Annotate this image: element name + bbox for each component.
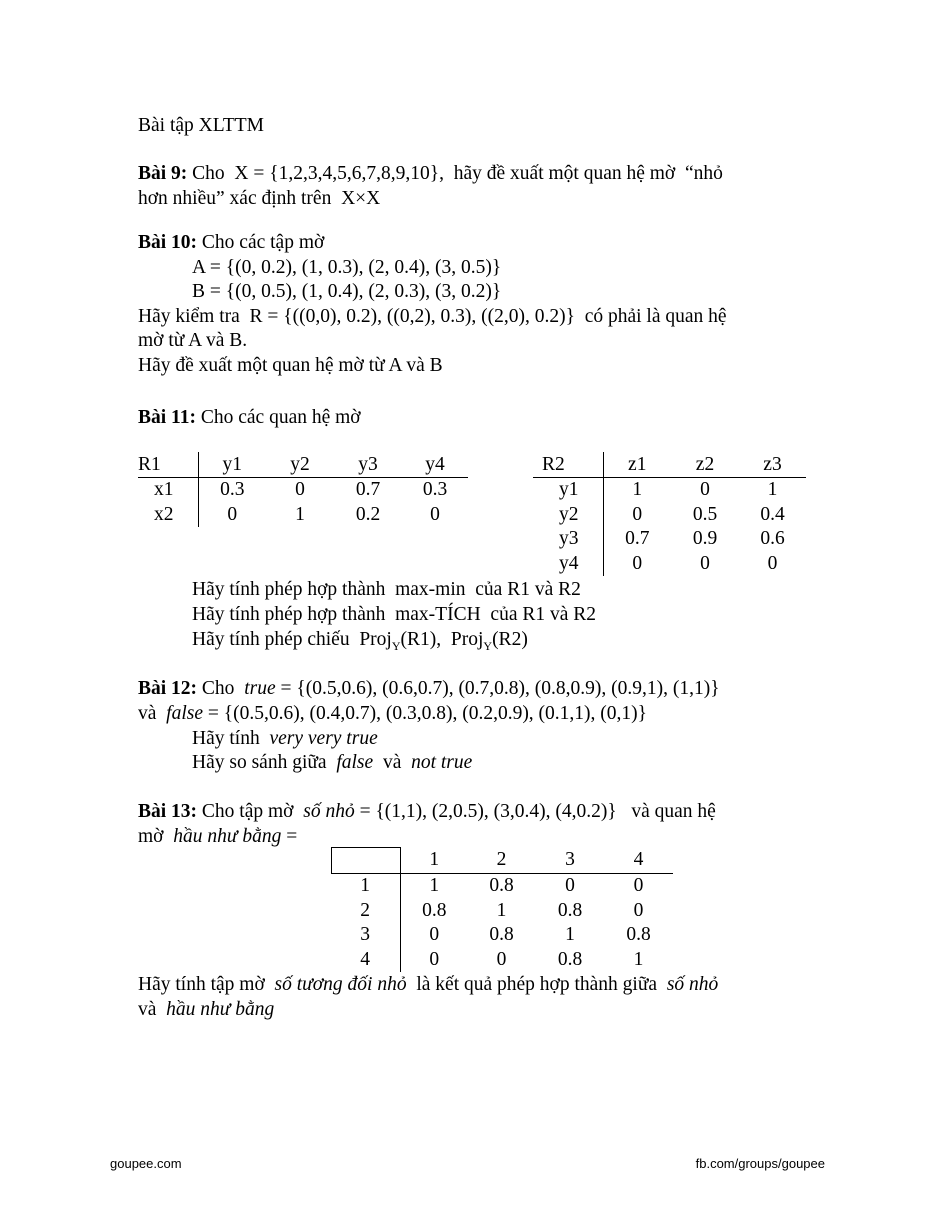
r2-cell: 0.9 xyxy=(692,528,718,549)
r1-col-header: y2 xyxy=(266,452,334,477)
task-2-term-1: false xyxy=(336,752,374,773)
exercise-12-line-1 xyxy=(138,679,720,699)
false-term: false xyxy=(166,703,203,724)
table-row xyxy=(533,502,806,527)
matrix-cell: 0.8 xyxy=(626,924,651,945)
r1-cell: 0 xyxy=(430,503,440,525)
exercise-13-line-1 xyxy=(138,802,716,822)
table-row xyxy=(332,873,673,898)
exercise-13-result xyxy=(138,975,718,995)
exercise-13-label: Bài 13: xyxy=(138,801,198,822)
task-1-term: very very true xyxy=(269,728,378,749)
result-term-2: số nhỏ xyxy=(666,974,719,995)
exercise-10-check-r-cont: mờ từ A và B. xyxy=(138,330,248,351)
r2-cell: 0 xyxy=(767,552,778,574)
result-prefix: Hãy tính tập mờ xyxy=(138,974,275,995)
r1-col-header: y4 xyxy=(402,452,468,477)
exercise-12-task-2 xyxy=(192,753,472,773)
exercise-11-line-1 xyxy=(138,408,361,428)
matrix-cell: 1 xyxy=(429,875,440,896)
exercise-12-line-2 xyxy=(138,704,647,724)
corner-cell xyxy=(332,848,401,874)
r2-cell: 0 xyxy=(632,552,643,574)
exercise-11-label: Bài 11: xyxy=(138,407,196,428)
exercise-9-text-2: hơn nhiều” xác định trên X×X xyxy=(138,188,381,209)
r2-cell: 0 xyxy=(700,552,710,574)
r1-row-label: x1 xyxy=(138,477,198,502)
table-header-row xyxy=(332,848,673,874)
exercise-10-intro: Cho các tập mờ xyxy=(197,232,325,253)
matrix-row-label: 4 xyxy=(332,947,401,972)
exercise-9-line-1 xyxy=(138,164,723,184)
matrix-col-header: 4 xyxy=(605,848,673,874)
matrix-cell: 0 xyxy=(429,948,440,970)
exercise-10-label: Bài 10: xyxy=(138,232,198,253)
r1-cell: 0 xyxy=(295,479,305,500)
task-2-mid: và xyxy=(373,752,412,773)
matrix-cell: 0.8 xyxy=(557,899,583,921)
matrix-cell: 1 xyxy=(565,924,575,945)
r2-cell: 0.7 xyxy=(625,528,650,549)
table-row xyxy=(138,502,468,527)
relation-r2-table xyxy=(533,452,806,576)
r2-cell: 0 xyxy=(632,503,643,525)
last-term: hầu như bằng xyxy=(166,999,275,1020)
matrix-row-label: 2 xyxy=(332,898,401,923)
exercise-10-check-r: Hãy kiểm tra R = {((0,0), 0.2), ((0,2), 0.3), ((2,0), 0.2)} có phải là quan hệ xyxy=(138,306,727,327)
matrix-cell: 0 xyxy=(633,875,644,896)
r1-cell: 0.3 xyxy=(422,479,448,500)
exercise-11-intro: Cho các quan hệ mờ xyxy=(195,407,361,428)
table-row xyxy=(533,477,806,502)
result-term: số tương đối nhỏ xyxy=(274,974,407,995)
last-prefix: và xyxy=(138,999,167,1020)
r2-row-label: y1 xyxy=(533,477,603,502)
exercise-9-text-1: Cho X = {1,2,3,4,5,6,7,8,9,10}, hãy đề xuất một quan hệ mờ “nhỏ xyxy=(187,163,723,184)
va-text: và xyxy=(138,703,167,724)
r2-col-header: z1 xyxy=(603,452,671,477)
matrix-col-header: 2 xyxy=(468,848,536,874)
table-header-row xyxy=(138,452,468,477)
relation-r1-table xyxy=(138,452,468,527)
r2-cell: 1 xyxy=(632,479,643,500)
cho-text: Cho xyxy=(197,678,245,699)
r2-col-header: z3 xyxy=(739,452,806,477)
matrix-cell: 0 xyxy=(429,924,440,945)
matrix-cell: 0.8 xyxy=(489,924,514,945)
r2-row-label: y2 xyxy=(533,502,603,527)
exercise-13-line-2 xyxy=(138,827,297,847)
r2-row-label: y4 xyxy=(533,551,603,576)
set-a: A = {(0, 0.2), (1, 0.3), (2, 0.4), (3, 0.5)} xyxy=(192,257,502,278)
r1-cell: 0.3 xyxy=(220,479,245,500)
exercise-10-line-1 xyxy=(138,233,324,253)
table-header-row xyxy=(533,452,806,477)
r2-cell: 0.5 xyxy=(692,503,718,525)
r1-col-header: y1 xyxy=(198,452,266,477)
hau-nhu-bang-matrix xyxy=(331,847,673,972)
exercise-11-task-2: Hãy tính phép hợp thành max-TÍCH của R1 và R2 xyxy=(192,604,597,625)
task-1-prefix: Hãy tính xyxy=(192,728,270,749)
r1-col-header: y3 xyxy=(334,452,402,477)
matrix-row-label: 3 xyxy=(332,923,401,948)
true-set: = {(0.5,0.6), (0.6,0.7), (0.7,0.8), (0.8,0.9), (0.9,1), (1,1)} xyxy=(275,678,720,699)
exercise-13-intro: Cho tập mờ xyxy=(197,801,304,822)
table-row xyxy=(533,551,806,576)
exercise-12-label: Bài 12: xyxy=(138,678,198,699)
line-2-suffix: = xyxy=(281,826,298,847)
table-row xyxy=(533,527,806,552)
false-set: = {(0.5,0.6), (0.4,0.7), (0.3,0.8), (0.2,0.9), (0.1,1), (0,1)} xyxy=(203,703,648,724)
table-row xyxy=(332,923,673,948)
matrix-cell: 1 xyxy=(633,948,644,970)
r1-cell: 0.2 xyxy=(355,503,381,525)
set-b: B = {(0, 0.5), (1, 0.4), (2, 0.3), (3, 0.2)} xyxy=(192,281,502,302)
exercise-10-propose: Hãy đề xuất một quan hệ mờ từ A và B xyxy=(138,355,443,376)
line-2-prefix: mờ xyxy=(138,826,174,847)
exercise-13-result-cont xyxy=(138,1000,274,1020)
matrix-cell: 0.8 xyxy=(489,875,514,896)
matrix-cell: 0 xyxy=(496,948,507,970)
r2-cell: 0.4 xyxy=(760,503,785,525)
subscript-y: Y xyxy=(391,638,401,653)
matrix-cell: 0.8 xyxy=(557,948,583,970)
matrix-cell: 0 xyxy=(565,875,575,896)
exercise-11-task-3 xyxy=(192,630,528,652)
table-row xyxy=(332,947,673,972)
r1-cell: 1 xyxy=(295,503,305,525)
so-nho-term: số nhỏ xyxy=(303,801,355,822)
page-title: Bài tập XLTTM xyxy=(138,115,265,136)
matrix-cell: 1 xyxy=(496,899,507,921)
hau-nhu-bang-term: hầu như bằng xyxy=(173,826,282,847)
exercise-12-task-1 xyxy=(192,729,378,749)
matrix-col-header: 3 xyxy=(536,848,605,874)
table-row xyxy=(332,898,673,923)
footer-left-link[interactable]: goupee.com xyxy=(110,1156,182,1171)
task-3-mid: (R1), Proj xyxy=(400,629,484,650)
matrix-col-header: 1 xyxy=(401,848,468,874)
r2-cell: 1 xyxy=(767,479,778,500)
table-row xyxy=(138,477,468,502)
r1-cell: 0.7 xyxy=(355,479,381,500)
matrix-cell: 0.8 xyxy=(422,899,447,921)
r2-row-label: y3 xyxy=(533,527,603,552)
result-mid: là kết quả phép hợp thành giữa xyxy=(406,974,667,995)
true-term: true xyxy=(244,678,276,699)
task-3-end: (R2) xyxy=(492,629,528,650)
exercise-9-label: Bài 9: xyxy=(138,163,188,184)
r1-name: R1 xyxy=(138,452,198,477)
matrix-cell: 0 xyxy=(633,899,644,921)
task-2-term-2: not true xyxy=(411,752,473,773)
r1-cell: 0 xyxy=(227,503,238,525)
footer-right-link[interactable]: fb.com/groups/goupee xyxy=(695,1156,825,1171)
r1-row-label: x2 xyxy=(138,502,198,527)
r2-name: R2 xyxy=(533,452,603,477)
subscript-y: Y xyxy=(483,638,493,653)
so-nho-set: = {(1,1), (2,0.5), (3,0.4), (4,0.2)} và quan hệ xyxy=(354,801,716,822)
exercise-11-task-1: Hãy tính phép hợp thành max-min của R1 và R2 xyxy=(192,579,581,600)
task-2-prefix: Hãy so sánh giữa xyxy=(192,752,337,773)
r2-cell: 0.6 xyxy=(760,528,785,549)
r2-cell: 0 xyxy=(700,479,710,500)
matrix-row-label: 1 xyxy=(332,873,401,898)
r2-col-header: z2 xyxy=(671,452,739,477)
task-3-prefix: Hãy tính phép chiếu Proj xyxy=(192,629,392,650)
